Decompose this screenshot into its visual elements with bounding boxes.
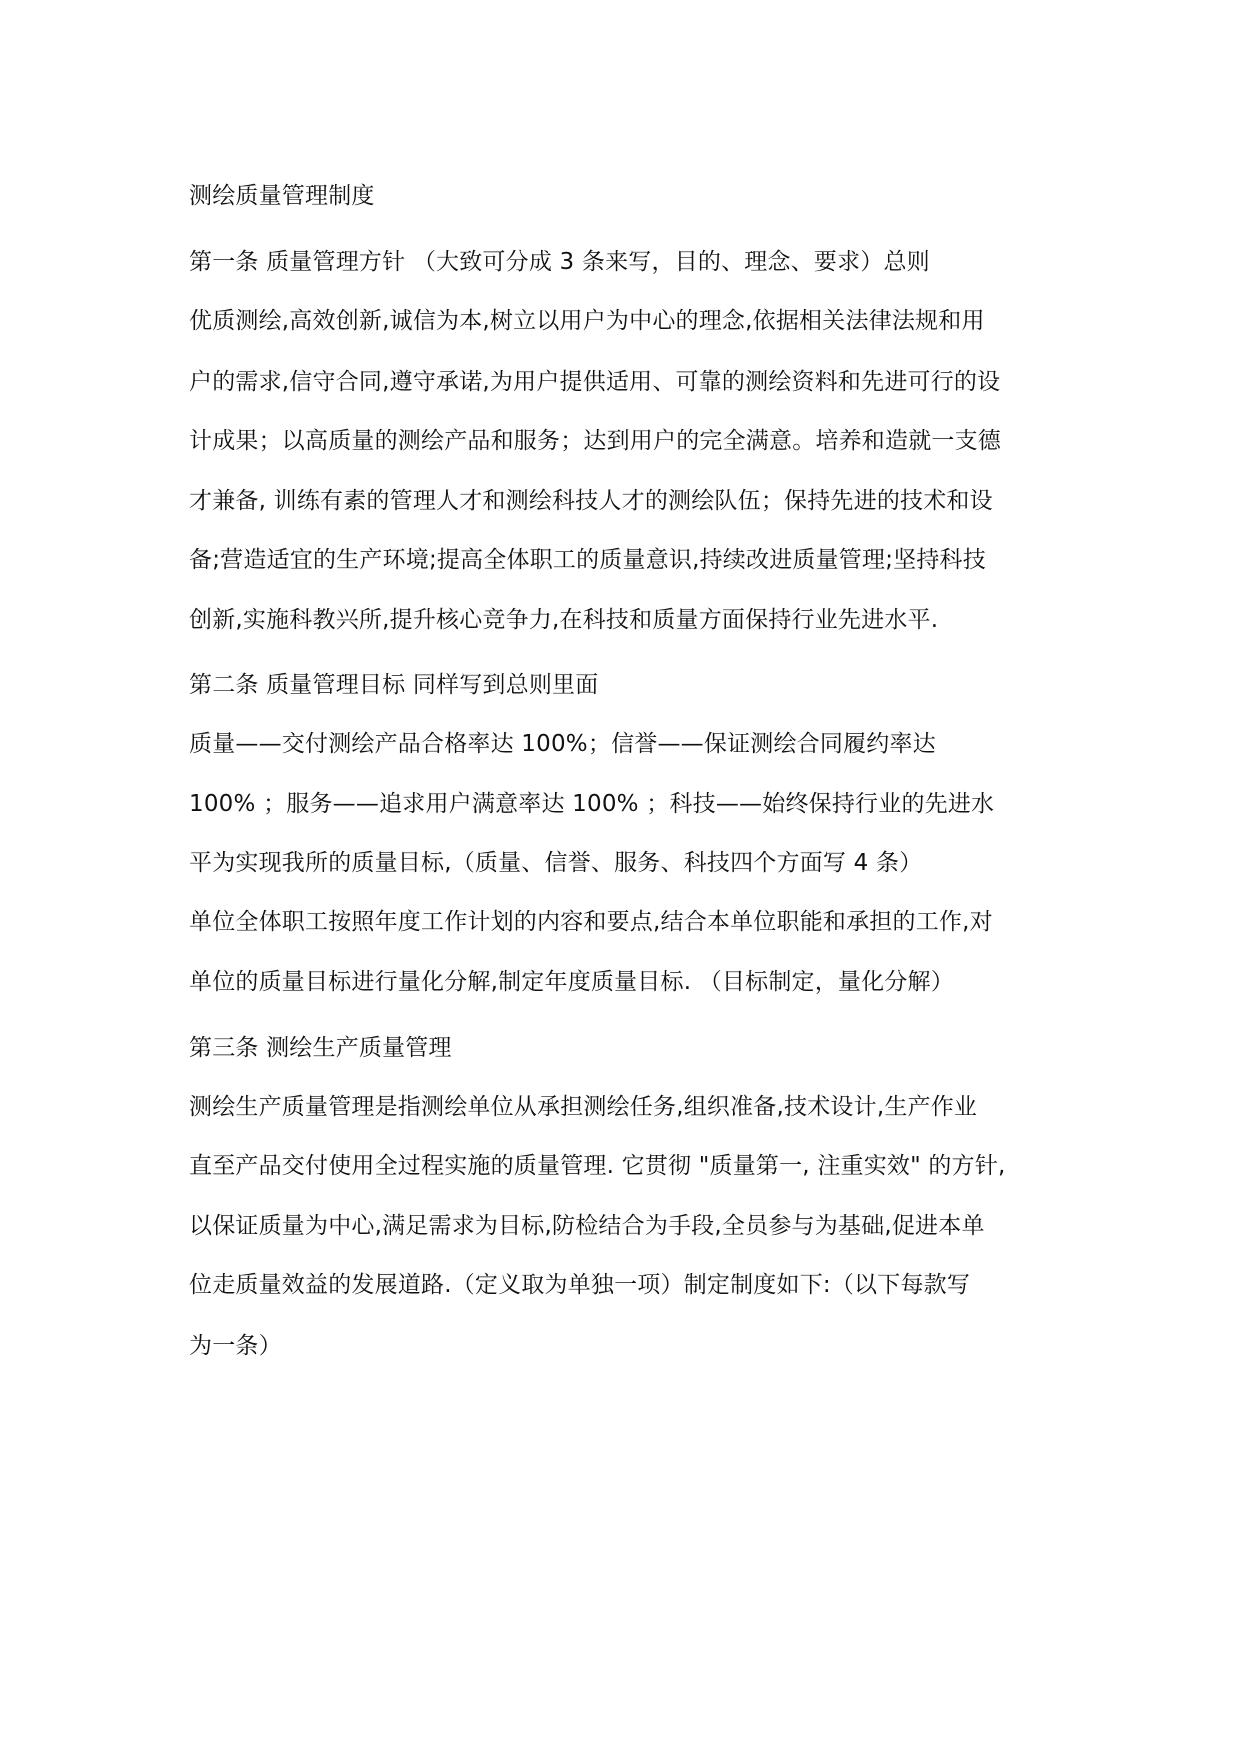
paragraph-line: 为一条） (189, 1333, 282, 1359)
paragraph-line: 平为实现我所的质量目标,（质量、信誉、服务、科技四个方面写 4 条） (189, 850, 923, 876)
paragraph-line: 备;营造适宜的生产环境;提高全体职工的质量意识,持续改进质量管理;坚持科技 (189, 547, 986, 573)
paragraph-line: 100% ；服务——追求用户满意率达 100% ；科技——始终保持行业的先进水 (189, 791, 995, 817)
paragraph-line: 优质测绘,高效创新,诚信为本,树立以用户为中心的理念,依据相关法律法规和用 (189, 308, 985, 334)
document-title: 测绘质量管理制度 (189, 183, 375, 209)
article-3-heading: 第三条 测绘生产质量管理 (189, 1035, 452, 1061)
paragraph-line: 质量——交付测绘产品合格率达 100%；信誉——保证测绘合同履约率达 (189, 731, 936, 757)
paragraph-line: 计成果；以高质量的测绘产品和服务；达到用户的完全满意。培养和造就一支德 (189, 428, 1001, 454)
article-1-heading: 第一条 质量管理方针 （大致可分成 3 条来写，目的、理念、要求）总则 (189, 249, 930, 275)
paragraph-line: 户的需求,信守合同,遵守承诺,为用户提供适用、可靠的测绘资料和先进可行的设 (189, 369, 1001, 395)
paragraph-line: 以保证质量为中心,满足需求为目标,防检结合为手段,全员参与为基础,促进本单 (189, 1213, 985, 1239)
paragraph-line: 单位的质量目标进行量化分解,制定年度质量目标. （目标制定，量化分解） (189, 969, 954, 995)
article-2-heading: 第二条 质量管理目标 同样写到总则里面 (189, 672, 599, 698)
paragraph-line: 才兼备, 训练有素的管理人才和测绘科技人才的测绘队伍；保持先进的技术和设 (189, 488, 993, 514)
paragraph-line: 直至产品交付使用全过程实施的质量管理. 它贯彻 "质量第一, 注重实效" 的方针, (189, 1153, 1006, 1179)
paragraph-line: 位走质量效益的发展道路.（定义取为单独一项）制定制度如下:（以下每款写 (189, 1272, 971, 1298)
paragraph-line: 测绘生产质量管理是指测绘单位从承担测绘任务,组织准备,技术设计,生产作业 (189, 1094, 978, 1120)
paragraph-line: 创新,实施科教兴所,提升核心竞争力,在科技和质量方面保持行业先进水平. (189, 607, 939, 633)
paragraph-line: 单位全体职工按照年度工作计划的内容和要点,结合本单位职能和承担的工作,对 (189, 909, 993, 935)
